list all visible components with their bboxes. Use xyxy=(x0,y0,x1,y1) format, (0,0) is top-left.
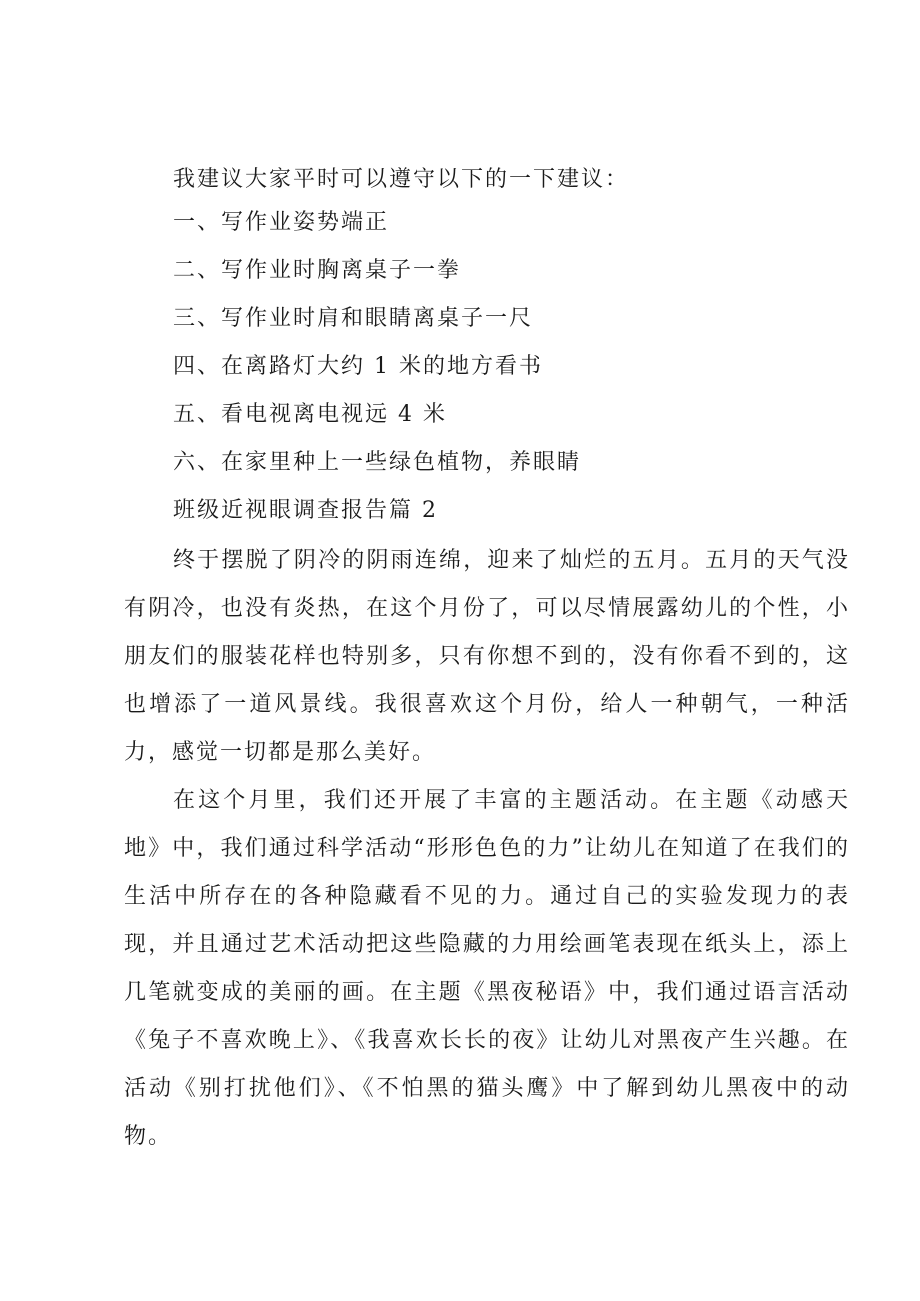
suggestion-item: 五、看电视离电视远 4 米 xyxy=(173,402,447,427)
intro-line: 我建议大家平时可以遵守以下的一下建议： xyxy=(173,167,630,192)
body-paragraph: 在这个月里，我们还开展了丰富的主题活动。在主题《动感天地》中，我们通过科学活动“形形色色的力”让幼儿在知道了在我们的生活中所存在的各种隐藏看不见的力。通过自己的实验发现力的表现，并且通过艺术活动把这些隐藏的力用绘画笔表现在纸头上，添上几笔就变成的美丽的画。在主题《黑夜秘语》中，我们通过语言活动《兔子不喜欢晚上》、《我喜欢长长的夜》让幼儿对黑夜产生兴趣。在活动《别打扰他们》、《不怕黑的猫头鹰》中了解到幼儿黑夜中的动物。 xyxy=(124,788,850,1149)
suggestion-item: 二、写作业时胸离桌子一拳 xyxy=(173,258,462,283)
suggestion-item: 六、在家里种上一些绿色植物，养眼睛 xyxy=(173,450,582,475)
suggestion-item: 一、写作业姿势端正 xyxy=(173,210,390,235)
suggestion-item: 三、写作业时肩和眼睛离桌子一尺 xyxy=(173,306,534,331)
section-title: 班级近视眼调查报告篇 2 xyxy=(173,498,438,523)
suggestion-item: 四、在离路灯大约 1 米的地方看书 xyxy=(173,354,543,379)
body-paragraph: 终于摆脱了阴冷的阴雨连绵，迎来了灿烂的五月。五月的天气没有阴冷，也没有炎热，在这个月份了，可以尽情展露幼儿的个性，小朋友们的服装花样也特别多，只有你想不到的，没有你看不到的，这也增添了一道风景线。我很喜欢这个月份，给人一种朝气，一种活力，感觉一切都是那么美好。 xyxy=(124,548,850,765)
